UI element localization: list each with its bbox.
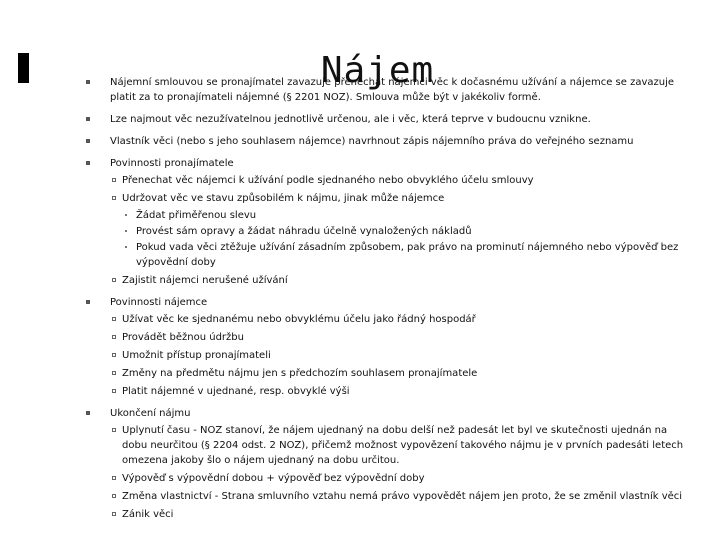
list-item-text: Ukončení nájmu bbox=[110, 408, 191, 419]
sub-sub-list-item bbox=[122, 224, 684, 239]
sub-list bbox=[110, 423, 684, 522]
list-item-text: Vlastník věci (nebo s jeho souhlasem nájemce) navrhnout zápis nájemního práva do veřejného seznamu bbox=[110, 136, 634, 147]
sub-list-item-text: Přenechat věc nájemci k užívání podle sjednaného nebo obvyklého účelu smlouvy bbox=[122, 175, 534, 186]
slide-content bbox=[84, 75, 684, 525]
list-item bbox=[84, 112, 684, 127]
square-bullet-icon bbox=[86, 117, 90, 121]
sub-sub-list-item-text: Pokud vada věci ztěžuje užívání zásadním způsobem, pak právo na prominutí nájemného nebo výpověď bez výpovědní doby bbox=[136, 242, 679, 268]
list-item-text: Lze najmout věc nezužívatelnou jednotlivě určenou, ale i věc, která teprve v budoucnu vznikne. bbox=[110, 114, 591, 125]
dot-bullet-icon bbox=[125, 214, 127, 216]
sub-list-item bbox=[110, 384, 684, 399]
sub-list-item bbox=[110, 330, 684, 345]
dot-bullet-icon bbox=[125, 246, 127, 248]
sub-list-item bbox=[110, 471, 684, 486]
sub-list-item bbox=[110, 191, 684, 270]
hollow-square-bullet-icon bbox=[112, 178, 116, 182]
dot-bullet-icon bbox=[125, 230, 127, 232]
square-bullet-icon bbox=[86, 300, 90, 304]
list-item-text: Povinnosti nájemce bbox=[110, 297, 208, 308]
list-item bbox=[84, 295, 684, 399]
sub-list-item-text: Změna vlastnictví - Strana smluvního vztahu nemá právo vypovědět nájem jen proto, že se změnil vlastník věci bbox=[122, 491, 683, 502]
square-bullet-icon bbox=[86, 161, 90, 165]
list-item bbox=[84, 75, 684, 105]
list-item-text: Povinnosti pronajímatele bbox=[110, 158, 234, 169]
sub-sub-list-item bbox=[122, 240, 684, 270]
list-item bbox=[84, 134, 684, 149]
sub-sub-list bbox=[122, 208, 684, 270]
hollow-square-bullet-icon bbox=[112, 371, 116, 375]
sub-list-item bbox=[110, 173, 684, 188]
sub-sub-list-item bbox=[122, 208, 684, 223]
hollow-square-bullet-icon bbox=[112, 494, 116, 498]
list-item bbox=[84, 156, 684, 288]
square-bullet-icon bbox=[86, 80, 90, 84]
sub-list-item-text: Provádět běžnou údržbu bbox=[122, 332, 244, 343]
sub-sub-list-item-text: Provést sám opravy a žádat náhradu účelně vynaložených nákladů bbox=[136, 226, 472, 237]
list-item bbox=[84, 406, 684, 522]
sub-list-item bbox=[110, 423, 684, 468]
sub-list-item-text: Změny na předmětu nájmu jen s předchozím souhlasem pronajímatele bbox=[122, 368, 478, 379]
sub-list-item bbox=[110, 348, 684, 363]
hollow-square-bullet-icon bbox=[112, 278, 116, 282]
hollow-square-bullet-icon bbox=[112, 512, 116, 516]
square-bullet-icon bbox=[86, 139, 90, 143]
sub-list-item-text: Umožnit přístup pronajímateli bbox=[122, 350, 271, 361]
hollow-square-bullet-icon bbox=[112, 476, 116, 480]
sub-list-item-text: Zajistit nájemci nerušené užívání bbox=[122, 275, 288, 286]
hollow-square-bullet-icon bbox=[112, 335, 116, 339]
list-item-text: Nájemní smlouvou se pronajímatel zavazuje přenechat nájemci věc k dočasnému užívání a nájemce se zavazuje platit za to pronajímateli nájemné (§ 2201 NOZ). Smlouva může být v jakékoliv formě. bbox=[110, 77, 675, 103]
sub-list-item-text: Udržovat věc ve stavu způsobilém k nájmu, jinak může nájemce bbox=[122, 193, 445, 204]
square-bullet-icon bbox=[86, 411, 90, 415]
sub-sub-list-item-text: Žádat přiměřenou slevu bbox=[136, 210, 257, 221]
hollow-square-bullet-icon bbox=[112, 389, 116, 393]
sub-list bbox=[110, 312, 684, 399]
sub-list-item-text: Výpověď s výpovědní dobou + výpověď bez výpovědní doby bbox=[122, 473, 425, 484]
page-title: Nájem bbox=[320, 50, 435, 92]
sub-list-item-text: Užívat věc ke sjednanému nebo obvyklému účelu jako řádný hospodář bbox=[122, 314, 476, 325]
sub-list-item bbox=[110, 366, 684, 381]
sub-list-item-text: Platit nájemné v ujednané, resp. obvyklé výši bbox=[122, 386, 350, 397]
bullet-list bbox=[84, 75, 684, 522]
hollow-square-bullet-icon bbox=[112, 196, 116, 200]
hollow-square-bullet-icon bbox=[112, 317, 116, 321]
sub-list-item bbox=[110, 312, 684, 327]
sub-list-item bbox=[110, 507, 684, 522]
sub-list-item bbox=[110, 273, 684, 288]
sub-list-item-text: Zánik věci bbox=[122, 509, 174, 520]
sub-list-item-text: Uplynutí času - NOZ stanoví, že nájem ujednaný na dobu delší než padesát let byl ve skutečnosti ujednán na dobu neurčitou (§ 2204 odst. 2 NOZ), přičemž možnost vypovězení takového nájmu je v prvních padesáti letech omezena jakoby šlo o nájem ujednaný na dobu určitou. bbox=[122, 425, 684, 466]
hollow-square-bullet-icon bbox=[112, 428, 116, 432]
sub-list-item bbox=[110, 489, 684, 504]
hollow-square-bullet-icon bbox=[112, 353, 116, 357]
sub-list bbox=[110, 173, 684, 288]
